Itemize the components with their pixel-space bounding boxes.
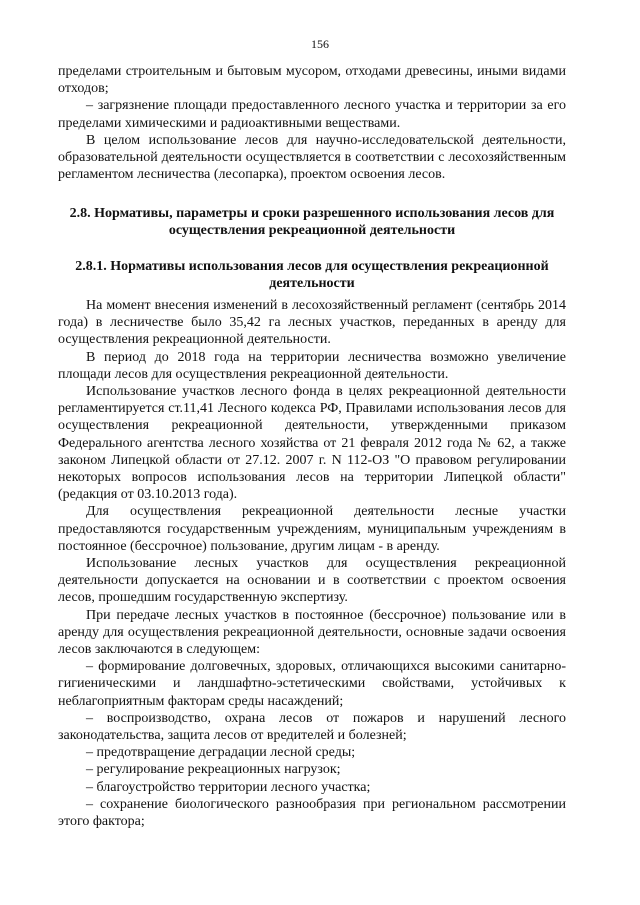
main-text-block [58, 297, 566, 830]
paragraph: Использование участков лесного фонда в целях рекреационной деятельности регламентируется ст.11,41 Лесного кодекса РФ, Правилами использования лесов для осуществления рекреационной деятельности, утвержденными приказом Федерального агентства лесного хозяйства от 21 февраля 2012 года № 62, а также законом Липецкой области от 27.12. 2007 г. N 112-ОЗ "О правовом регулировании некоторых вопросов использования лесов на территории Липецкой области" (редакция от 03.10.2013 года). [58, 384, 566, 503]
paragraph: Для осуществления рекреационной деятельности лесные участки предоставляются государственным учреждениям, муниципальным учреждениям в постоянное (бессрочное) пользование, другим лицам - в аренду. [58, 504, 566, 554]
section-heading-block [58, 205, 566, 239]
list-item: – воспроизводство, охрана лесов от пожаров и нарушений лесного законодательства, защита лесов от вредителей и болезней; [58, 710, 566, 744]
subsection-heading: 2.8.1. Нормативы использования лесов для осуществления рекреационной деятельности [75, 259, 549, 292]
list-item: – благоустройство территории лесного участка; [86, 779, 371, 795]
list-item: – сохранение биологического разнообразия при региональном рассмотрении этого фактора; [58, 796, 566, 830]
paragraph: На момент внесения изменений в лесохозяйственный регламент (сентябрь 2014 года) в лесничестве было 35,42 га лесных участков, переданных в аренду для осуществления рекреационной деятельности. [58, 298, 566, 348]
list-item: – предотвращение деградации лесной среды; [86, 745, 356, 761]
paragraph: При передаче лесных участков в постоянное (бессрочное) пользование или в аренду для осуществления рекреационной деятельности, основные задачи освоения лесов заключаются в следующем: [58, 607, 566, 658]
list-item: – формирование долговечных, здоровых, отличающихся высокими санитарно-гигиеническими и ландшафтно-эстетическими свойствами, устойчивых к неблагоприятным факторам среды насаждений; [58, 659, 566, 709]
page-number: 156 [311, 37, 329, 51]
paragraph: В целом использование лесов для научно-исследовательской деятельности, образовательной деятельности осуществляется в соответствии с лесохозяйственным регламентом лесничества (лесопарка), проектом освоения лесов. [58, 132, 566, 183]
paragraph: пределами строительным и бытовым мусором, отходами древесины, иными видами отходов; [58, 64, 566, 97]
top-text-block [58, 63, 566, 183]
subsection-heading-block [58, 258, 566, 292]
paragraph: Использование лесных участков для осуществления рекреационной деятельности допускается на основании и в соответствии с проектом освоения лесов, прошедшим государственную экспертизу. [58, 556, 566, 606]
paragraph: В период до 2018 года на территории лесничества возможно увеличение площади лесов для осуществления рекреационной деятельности. [58, 349, 566, 382]
list-item: – регулирование рекреационных нагрузок; [86, 762, 341, 778]
section-heading: 2.8. Нормативы, параметры и сроки разрешенного использования лесов для осуществления рекреационной деятельности [69, 206, 555, 239]
paragraph: – загрязнение площади предоставленного лесного участка и территории за его пределами химическими и радиоактивными веществами. [58, 98, 566, 131]
